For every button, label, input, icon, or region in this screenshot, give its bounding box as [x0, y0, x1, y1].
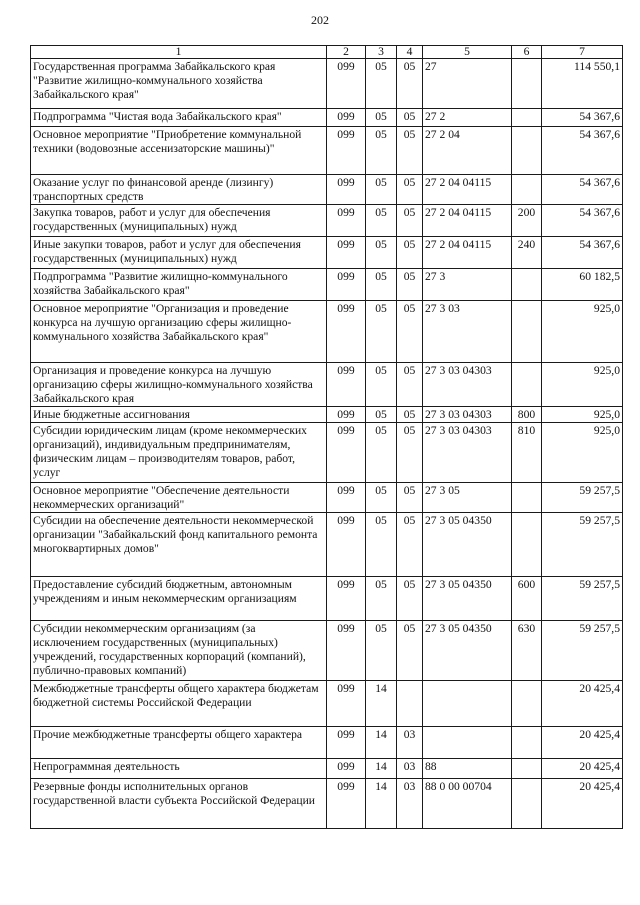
cell-name: Государственная программа Забайкальского края "Развитие жилищно-коммунального хозяйства Забайкальского края"	[31, 59, 327, 109]
cell-section: 05	[366, 269, 397, 301]
cell-subsection: 05	[397, 301, 423, 363]
cell-target-article: 27 2 04 04115	[423, 237, 512, 269]
cell-expense-type	[512, 109, 542, 127]
cell-expense-type	[512, 59, 542, 109]
header-col-5: 5	[423, 46, 512, 59]
cell-name: Субсидии некоммерческим организациям (за исключением государственных (муниципальных) учреждений, государственных корпораций (компаний), публично-правовых компаний)	[31, 621, 327, 681]
cell-expense-type: 810	[512, 423, 542, 483]
table-row	[31, 301, 623, 363]
cell-expense-type: 240	[512, 237, 542, 269]
cell-ministry-code: 099	[327, 407, 366, 423]
cell-amount: 54 367,6	[542, 127, 623, 175]
cell-target-article: 27 3	[423, 269, 512, 301]
cell-target-article: 27 3 05 04350	[423, 621, 512, 681]
cell-ministry-code: 099	[327, 779, 366, 829]
cell-expense-type	[512, 269, 542, 301]
table-row	[31, 205, 623, 237]
cell-subsection: 05	[397, 577, 423, 621]
cell-expense-type: 600	[512, 577, 542, 621]
cell-amount: 925,0	[542, 423, 623, 483]
cell-amount: 925,0	[542, 301, 623, 363]
cell-ministry-code: 099	[327, 109, 366, 127]
cell-name: Предоставление субсидий бюджетным, автономным учреждениям и иным некоммерческим организациям	[31, 577, 327, 621]
cell-expense-type	[512, 175, 542, 205]
table-row	[31, 269, 623, 301]
table-row	[31, 407, 623, 423]
cell-ministry-code: 099	[327, 423, 366, 483]
cell-expense-type	[512, 363, 542, 407]
cell-subsection: 05	[397, 483, 423, 513]
cell-ministry-code: 099	[327, 621, 366, 681]
cell-subsection: 05	[397, 363, 423, 407]
cell-amount: 54 367,6	[542, 205, 623, 237]
cell-section: 05	[366, 175, 397, 205]
table-row	[31, 59, 623, 109]
header-col-7: 7	[542, 46, 623, 59]
cell-expense-type	[512, 127, 542, 175]
cell-target-article	[423, 727, 512, 759]
cell-name: Основное мероприятие "Обеспечение деятельности некоммерческих организаций"	[31, 483, 327, 513]
cell-ministry-code: 099	[327, 301, 366, 363]
page-number: 202	[311, 13, 329, 27]
cell-name: Основное мероприятие "Организация и проведение конкурса на лучшую организацию сферы жилищно-коммунального хозяйства Забайкальского края"	[31, 301, 327, 363]
cell-section: 05	[366, 423, 397, 483]
cell-subsection: 05	[397, 205, 423, 237]
cell-section: 05	[366, 577, 397, 621]
cell-subsection: 05	[397, 269, 423, 301]
cell-ministry-code: 099	[327, 513, 366, 577]
cell-subsection: 03	[397, 779, 423, 829]
table-row	[31, 423, 623, 483]
cell-amount: 59 257,5	[542, 621, 623, 681]
cell-subsection: 05	[397, 423, 423, 483]
cell-amount: 114 550,1	[542, 59, 623, 109]
cell-target-article: 88 0 00 00704	[423, 779, 512, 829]
cell-target-article: 27 3 03 04303	[423, 407, 512, 423]
cell-ministry-code: 099	[327, 59, 366, 109]
cell-target-article: 27 2 04	[423, 127, 512, 175]
table-row	[31, 513, 623, 577]
cell-section: 14	[366, 779, 397, 829]
table-row	[31, 127, 623, 175]
cell-subsection: 03	[397, 759, 423, 779]
cell-target-article: 27 3 03	[423, 301, 512, 363]
cell-target-article: 88	[423, 759, 512, 779]
header-col-3: 3	[366, 46, 397, 59]
cell-amount: 925,0	[542, 363, 623, 407]
table-row	[31, 681, 623, 727]
cell-name: Субсидии на обеспечение деятельности некоммерческой организации "Забайкальский фонд капитального ремонта многоквартирных домов"	[31, 513, 327, 577]
cell-target-article: 27 3 05 04350	[423, 577, 512, 621]
cell-amount: 59 257,5	[542, 513, 623, 577]
cell-target-article: 27 3 03 04303	[423, 423, 512, 483]
table-row	[31, 621, 623, 681]
table-row	[31, 759, 623, 779]
cell-expense-type: 800	[512, 407, 542, 423]
cell-amount: 925,0	[542, 407, 623, 423]
cell-section: 05	[366, 59, 397, 109]
cell-ministry-code: 099	[327, 681, 366, 727]
cell-section: 05	[366, 407, 397, 423]
cell-expense-type: 200	[512, 205, 542, 237]
header-col-1: 1	[31, 46, 327, 59]
cell-subsection: 03	[397, 727, 423, 759]
cell-section: 14	[366, 681, 397, 727]
cell-section: 05	[366, 237, 397, 269]
cell-subsection: 05	[397, 175, 423, 205]
cell-amount: 20 425,4	[542, 759, 623, 779]
cell-section: 05	[366, 483, 397, 513]
cell-ministry-code: 099	[327, 727, 366, 759]
cell-name: Непрограммная деятельность	[31, 759, 327, 779]
cell-name: Субсидии юридическим лицам (кроме некоммерческих организаций), индивидуальным предпринимателям, физическим лицам – производителям товаров, работ, услуг	[31, 423, 327, 483]
cell-subsection: 05	[397, 237, 423, 269]
header-col-6: 6	[512, 46, 542, 59]
cell-section: 05	[366, 621, 397, 681]
table-row	[31, 237, 623, 269]
cell-name: Резервные фонды исполнительных органов государственной власти субъекта Российской Федерации	[31, 779, 327, 829]
cell-name: Основное мероприятие "Приобретение коммунальной техники (водовозные ассенизаторские машины)"	[31, 127, 327, 175]
cell-ministry-code: 099	[327, 759, 366, 779]
cell-name: Подпрограмма "Чистая вода Забайкальского края"	[31, 109, 327, 127]
cell-expense-type	[512, 483, 542, 513]
cell-name: Оказание услуг по финансовой аренде (лизингу) транспортных средств	[31, 175, 327, 205]
cell-target-article	[423, 681, 512, 727]
cell-amount: 54 367,6	[542, 237, 623, 269]
cell-subsection: 05	[397, 621, 423, 681]
cell-name: Иные бюджетные ассигнования	[31, 407, 327, 423]
cell-ministry-code: 099	[327, 237, 366, 269]
cell-name: Организация и проведение конкурса на лучшую организацию сферы жилищно-коммунального хозяйства Забайкальского края	[31, 363, 327, 407]
cell-ministry-code: 099	[327, 175, 366, 205]
cell-target-article: 27 2 04 04115	[423, 175, 512, 205]
header-col-2: 2	[327, 46, 366, 59]
table-row	[31, 363, 623, 407]
cell-amount: 54 367,6	[542, 175, 623, 205]
cell-expense-type	[512, 681, 542, 727]
budget-table	[30, 45, 623, 829]
cell-expense-type	[512, 779, 542, 829]
cell-target-article: 27 3 05	[423, 483, 512, 513]
cell-section: 05	[366, 513, 397, 577]
cell-name: Прочие межбюджетные трансферты общего характера	[31, 727, 327, 759]
cell-expense-type	[512, 727, 542, 759]
cell-ministry-code: 099	[327, 483, 366, 513]
cell-section: 05	[366, 205, 397, 237]
cell-name: Иные закупки товаров, работ и услуг для обеспечения государственных (муниципальных) нужд	[31, 237, 327, 269]
cell-amount: 54 367,6	[542, 109, 623, 127]
cell-section: 05	[366, 127, 397, 175]
cell-subsection: 05	[397, 59, 423, 109]
cell-target-article: 27 2	[423, 109, 512, 127]
cell-subsection: 05	[397, 109, 423, 127]
cell-amount: 60 182,5	[542, 269, 623, 301]
table-row	[31, 779, 623, 829]
cell-target-article: 27 2 04 04115	[423, 205, 512, 237]
cell-expense-type: 630	[512, 621, 542, 681]
cell-subsection: 05	[397, 127, 423, 175]
cell-subsection: 05	[397, 513, 423, 577]
table-row	[31, 483, 623, 513]
cell-section: 14	[366, 727, 397, 759]
cell-expense-type	[512, 513, 542, 577]
cell-expense-type	[512, 301, 542, 363]
cell-amount: 59 257,5	[542, 483, 623, 513]
cell-section: 05	[366, 109, 397, 127]
cell-amount: 20 425,4	[542, 727, 623, 759]
cell-target-article: 27 3 05 04350	[423, 513, 512, 577]
cell-amount: 20 425,4	[542, 779, 623, 829]
cell-target-article: 27 3 03 04303	[423, 363, 512, 407]
cell-ministry-code: 099	[327, 577, 366, 621]
cell-amount: 59 257,5	[542, 577, 623, 621]
cell-expense-type	[512, 759, 542, 779]
cell-subsection	[397, 681, 423, 727]
cell-amount: 20 425,4	[542, 681, 623, 727]
table-row	[31, 175, 623, 205]
cell-ministry-code: 099	[327, 363, 366, 407]
cell-section: 05	[366, 301, 397, 363]
header-row	[31, 46, 623, 59]
table-row	[31, 577, 623, 621]
table-row	[31, 727, 623, 759]
cell-ministry-code: 099	[327, 127, 366, 175]
cell-ministry-code: 099	[327, 205, 366, 237]
table-row	[31, 109, 623, 127]
cell-name: Подпрограмма "Развитие жилищно-коммунального хозяйства Забайкальского края"	[31, 269, 327, 301]
cell-name: Закупка товаров, работ и услуг для обеспечения государственных (муниципальных) нужд	[31, 205, 327, 237]
cell-target-article: 27	[423, 59, 512, 109]
cell-section: 14	[366, 759, 397, 779]
cell-subsection: 05	[397, 407, 423, 423]
header-col-4: 4	[397, 46, 423, 59]
cell-ministry-code: 099	[327, 269, 366, 301]
cell-section: 05	[366, 363, 397, 407]
cell-name: Межбюджетные трансферты общего характера бюджетам бюджетной системы Российской Федерации	[31, 681, 327, 727]
